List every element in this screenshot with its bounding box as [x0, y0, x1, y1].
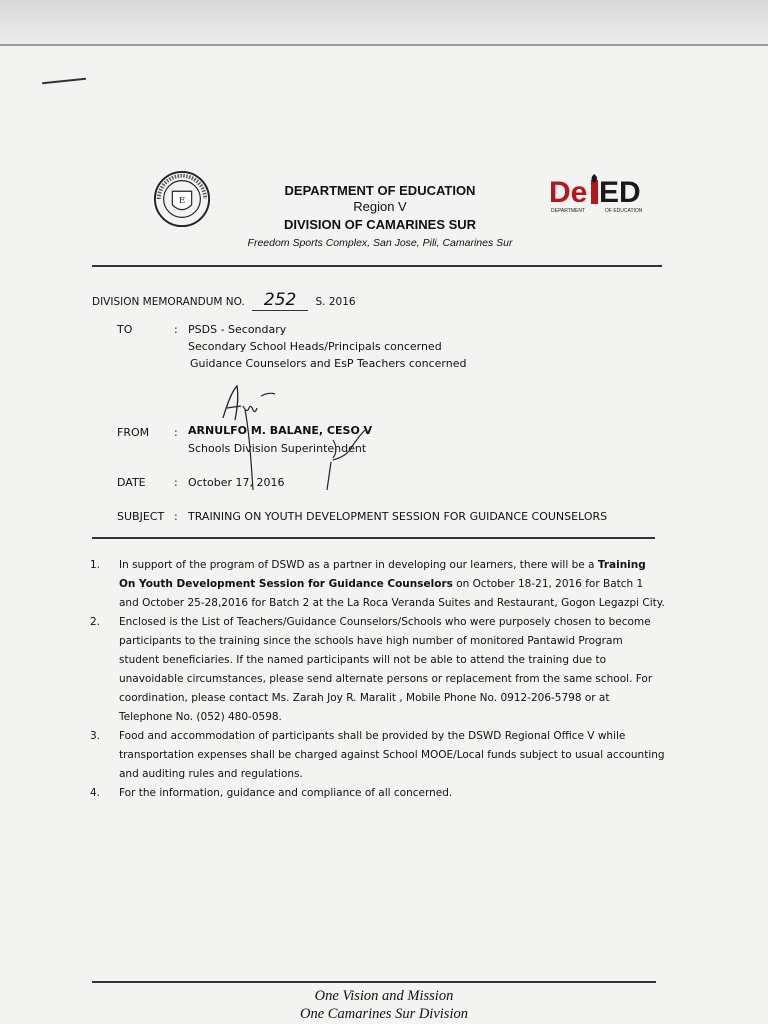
- to-line-1: PSDS - Secondary: [188, 323, 287, 336]
- item-bold-text: Training On Youth Development Session for Guidance Counselors: [119, 559, 646, 590]
- to-label: TO: [117, 323, 133, 336]
- list-item: [90, 727, 665, 784]
- footer-rule: [92, 981, 656, 983]
- item-text: Enclosed is the List of Teachers/Guidance Counselors/Schools who were purposely chosen to become participants to the training since the schools have high number of monitored Pantawid Program student beneficiaries. If the named participants will not be able to attend the training due to unavoidable circumstances, please send alternate persons or replacement from the same school. For coordination, please contact Ms. Zarah Joy R. Maralit , Mobile Phone No. 0912-206-5798 or at Telephone No. (052) 480-0598.: [119, 616, 653, 723]
- subject-value: TRAINING ON YOUTH DEVELOPMENT SESSION FOR GUIDANCE COUNSELORS: [188, 510, 608, 523]
- item-number: 1.: [90, 559, 101, 571]
- deped-logo-icon: [549, 172, 651, 214]
- from-label: FROM: [117, 426, 150, 439]
- header-rule: [92, 265, 662, 267]
- department-title: DEPARTMENT OF EDUCATION: [284, 183, 476, 198]
- subject-colon: :: [174, 510, 178, 523]
- svg-text:ED: ED: [599, 176, 641, 209]
- item-text: Food and accommodation of participants shall be provided by the DSWD Regional Office V while transportation expenses shall be charged against School MOOE/Local funds subject to usual accounting and auditing rules and regulations.: [119, 730, 665, 780]
- date-value: October 17, 2016: [188, 476, 285, 489]
- handwritten-signature: [215, 380, 375, 490]
- division-title: DIVISION OF CAMARINES SUR: [283, 217, 477, 232]
- memo-body: [90, 556, 665, 803]
- from-title: Schools Division Superintendent: [188, 442, 367, 455]
- subject-label: SUBJECT: [117, 510, 165, 523]
- from-name: ARNULFO M. BALANE, CESO V: [188, 424, 373, 437]
- item-text-continued: on October 18-21, 2016 for Batch 1 and October 25-28,2016 for Batch 2 at the La Roca Veranda Suites and Restaurant, Gogon Legazpi City.: [119, 578, 665, 609]
- svg-text:DEPARTMENT: DEPARTMENT: [551, 208, 585, 214]
- svg-text:E: E: [178, 195, 186, 206]
- list-item: [90, 613, 665, 727]
- subject-rule: [92, 537, 655, 539]
- memo-label: DIVISION MEMORANDUM NO.: [92, 296, 245, 308]
- svg-text:De: De: [549, 176, 588, 209]
- svg-text:OF EDUCATION: OF EDUCATION: [605, 208, 643, 214]
- date-colon: :: [174, 476, 178, 489]
- memorandum-number-line: [92, 290, 356, 311]
- division-address: Freedom Sports Complex, San Jose, Pili, Camarines Sur: [247, 237, 513, 249]
- region-title: Region V: [353, 199, 407, 214]
- item-number: 3.: [90, 730, 101, 742]
- item-text: In support of the program of DSWD as a partner in developing our learners, there will be a: [119, 559, 598, 571]
- date-label: DATE: [117, 476, 146, 489]
- to-line-3: Guidance Counselors and EsP Teachers concerned: [190, 357, 467, 370]
- to-colon: :: [174, 323, 178, 336]
- memo-number: 252: [252, 290, 308, 311]
- footer-motto-1: One Vision and Mission: [314, 988, 454, 1004]
- item-number: 4.: [90, 787, 101, 799]
- footer-motto-2: One Camarines Sur Division: [300, 1006, 468, 1022]
- from-colon: :: [174, 426, 178, 439]
- memo-series: S. 2016: [315, 296, 356, 308]
- scan-top-margin: [0, 0, 768, 47]
- to-line-2: Secondary School Heads/Principals concerned: [188, 340, 442, 353]
- list-item: [90, 556, 665, 613]
- item-number: 2.: [90, 616, 101, 628]
- item-text: For the information, guidance and compliance of all concerned.: [119, 787, 453, 799]
- deped-seal-icon: [153, 170, 211, 228]
- scan-edge-line: [0, 44, 768, 46]
- list-item: [90, 784, 665, 803]
